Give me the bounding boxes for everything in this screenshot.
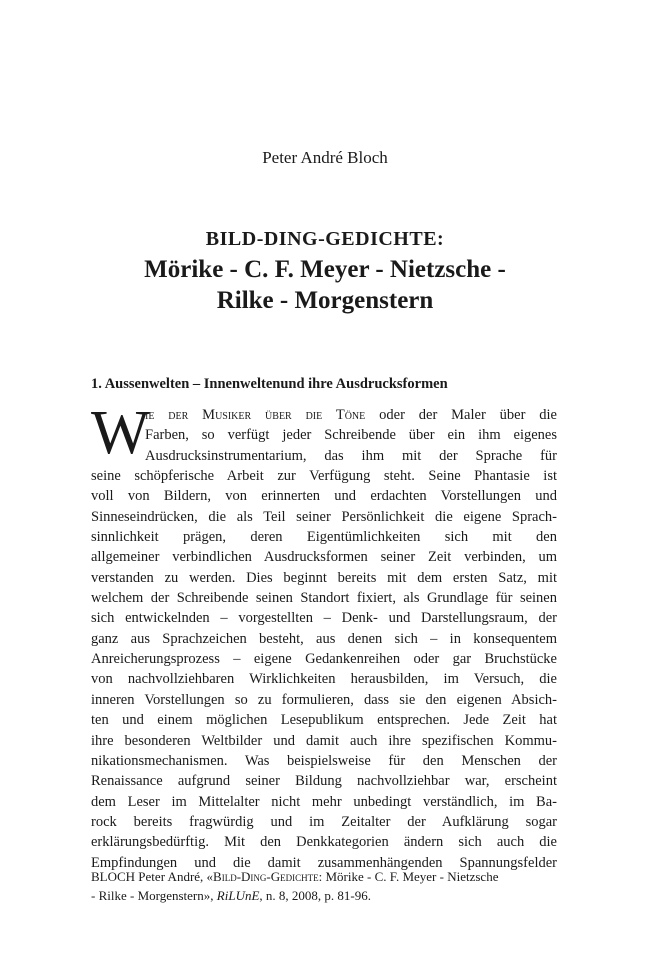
body-line: Ausdrucksinstrumentarium, das ihm mit der Sprache für [145, 447, 557, 464]
body-line: voll von Bildern, von erinnerten und erdachten Vorstellungen und [91, 488, 557, 505]
body-line: Empfindungen und die damit zusammenhängenden Spannungsfelder [91, 854, 557, 871]
citation-author: BLOCH Peter André, « [91, 869, 214, 884]
body-text [91, 399, 557, 873]
body-line: Sinneseindrücken, die als Teil seiner Persönlichkeit die eigene Sprach- [91, 508, 557, 525]
body-line [145, 405, 557, 425]
body-line: sinnlichkeit prägen, deren Eigentümlichkeiten sich mit den [91, 529, 557, 546]
citation-title: Bild-Ding-Gedichte [213, 869, 319, 884]
body-line: Farben, so verfügt jeder Schreibende über ein ihm eigenes [145, 427, 557, 444]
citation-line-2 [91, 886, 557, 905]
citation-footer [91, 867, 557, 905]
body-line: welchem der Schreibende seinen Standort fixiert, als Grundlage für seinen [91, 590, 557, 607]
body-line: rock bereits fragwürdig und im Zeitalter der Aufklärung sogar [91, 813, 557, 830]
body-line: ganz aus Sprachzeichen besteht, aus denen sich – in konsequentem [91, 630, 557, 647]
citation-line-2-start: - Rilke - Morgenstern», [91, 888, 217, 903]
drop-cap: W [91, 399, 150, 467]
citation-title-rest: : Mörike - C. F. Meyer - Nietzsche [318, 869, 499, 884]
body-line: von nachvollziehbaren Wirklichkeiten herausbilden, im Versuch, die [91, 671, 557, 688]
citation-journal: RiLUnE [216, 888, 260, 903]
title-line-1: Mörike - C. F. Meyer - Nietzsche - [144, 256, 506, 283]
first-words-smallcaps: ie der Musiker über die Töne [145, 407, 366, 423]
author-name: Peter André Bloch [262, 148, 388, 167]
section-heading: 1. Aussenwelten – Innenweltenund ihre Ausdrucksformen [91, 376, 448, 392]
citation-details: , n. 8, 2008, p. 81-96. [259, 888, 371, 903]
body-line: sich entwickelnden – vorgestellten – Denk- und Darstellungsraum, der [91, 610, 557, 627]
title-line-2: Rilke - Morgenstern [216, 287, 434, 314]
body-line: dem Leser im Mittelalter nicht mehr unbedingt verständlich, im Ba- [91, 793, 557, 810]
citation-line-1 [91, 867, 557, 886]
body-line: erklärungsbedürftig. Mit den Denkkategorien ändern sich auch die [91, 834, 557, 851]
body-line: inneren Vorstellungen so zu formulieren, dass sie den eigenen Absich- [91, 691, 557, 708]
body-line: ten und einem möglichen Lesepublikum entsprechen. Jede Zeit hat [91, 712, 557, 729]
article-title [0, 254, 650, 316]
first-line-rest: oder der Maler über die [365, 407, 557, 423]
body-line: seine schöpferische Arbeit zur Verfügung steht. Seine Phantasie ist [91, 468, 557, 485]
body-line: verstanden zu werden. Dies beginnt bereits mit dem ersten Satz, mit [91, 569, 557, 586]
body-line: Anreicherungsprozess – eigene Gedankenreihen oder gar Bruchstücke [91, 651, 557, 668]
article-supertitle: BILD-DING-GEDICHTE: [205, 228, 445, 250]
body-line: ihre besonderen Weltbilder und damit auch ihre spezifischen Kommu- [91, 732, 557, 749]
body-line: nikationsmechanismen. Was beispielsweise für den Menschen der [91, 752, 557, 769]
body-line: Renaissance aufgrund seiner Bildung nachvollziehbar war, erscheint [91, 773, 557, 790]
body-line: allgemeiner verbindlichen Ausdrucksformen seiner Zeit verbinden, um [91, 549, 557, 566]
